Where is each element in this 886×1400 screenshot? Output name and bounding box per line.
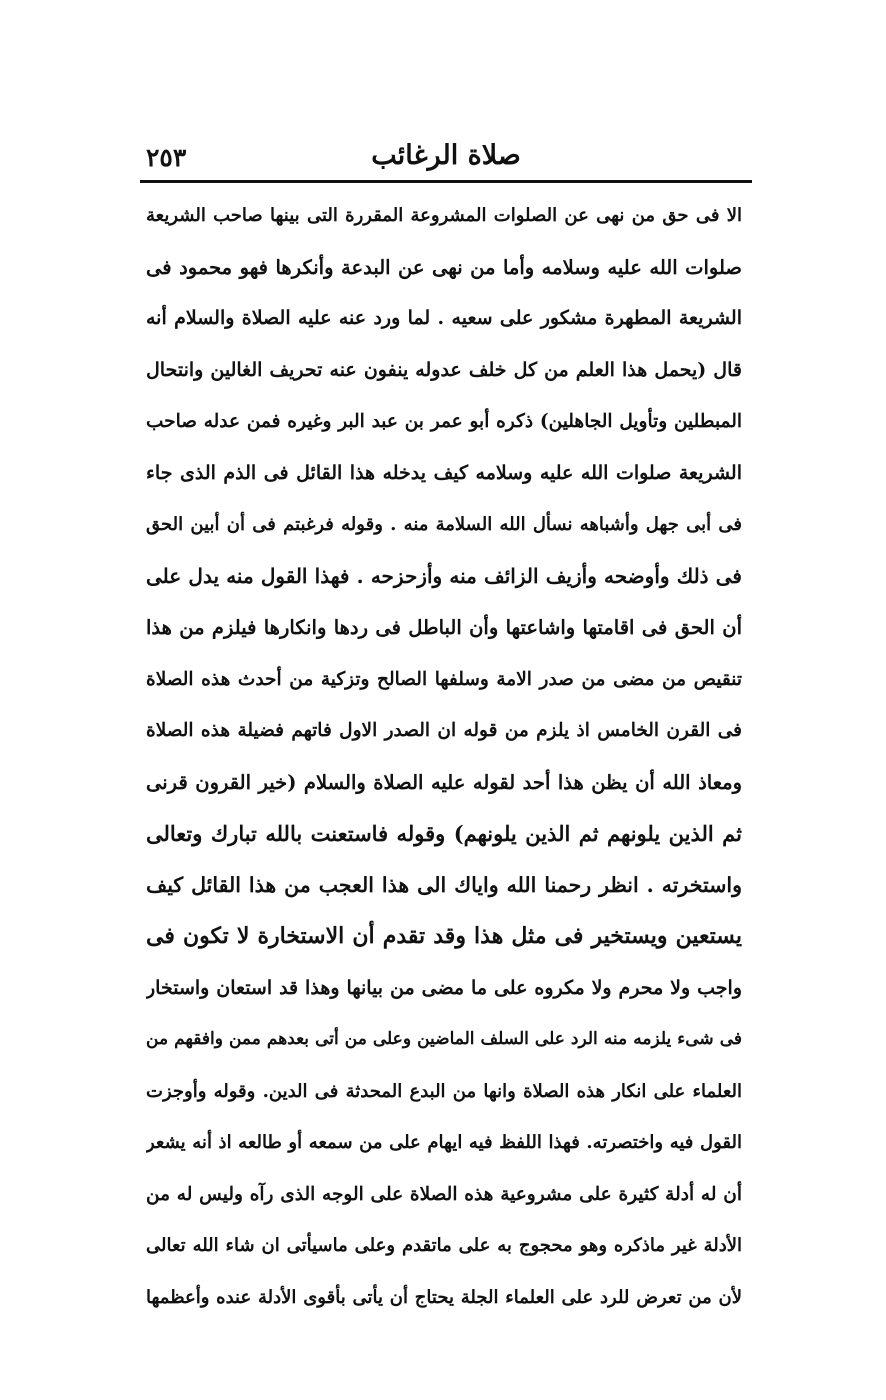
text-line: ثم الذين يلونهم ثم الذين يلونهم) وقوله فاستعنت بالله تبارك وتعالى	[146, 821, 742, 846]
text-line: الا فى حق من نهى عن الصلوات المشروعة المقررة التى بينها صاحب الشريعة	[146, 205, 742, 226]
text-line: أن له أدلة كثيرة على مشروعية هذه الصلاة على الوجه الذى رآه وليس له من	[146, 1183, 742, 1205]
text-line: الأدلة غير ماذكره وهو محجوج به على ماتقدم وعلى ماسيأتى ان شاء الله تعالى	[146, 1235, 742, 1256]
text-line: فى شىء يلزمه منه الرد على السلف الماضين وعلى من أتى بعدهم ممن وافقهم من	[146, 1029, 742, 1049]
text-line: القول فيه واختصرته. فهذا اللفظ فيه ايهام على من سمعه أو طالعه اذ أنه يشعر	[146, 1132, 742, 1153]
text-line: صلوات الله عليه وسلامه وأما من نهى عن البدعة وأنكرها فهو محمود فى	[146, 255, 742, 279]
text-line: واستخرته . انظر رحمنا الله واياك الى هذا العجب من هذا القائل كيف	[146, 872, 742, 897]
header-rule	[140, 180, 752, 183]
text-line: أن الحق فى اقامتها واشاعتها وأن الباطل فى ردها وانكارها فيلزم من هذا	[146, 616, 742, 639]
page-number: ٢٥٣	[146, 143, 187, 172]
text-line: العلماء على انكار هذه الصلاة وانها من البدع المحدثة فى الدين. وقوله وأوجزت	[146, 1080, 742, 1102]
text-line: الشريعة المطهرة مشكور على سعيه . لما ورد عنه عليه الصلاة والسلام أنه	[146, 307, 742, 329]
body-text	[146, 190, 742, 1323]
text-line: المبطلين وتأويل الجاهلين) ذكره أبو عمر بن عبد البر وغيره فمن عدله صاحب	[146, 411, 742, 432]
text-line: فى أبى جهل وأشباهه نسأل الله السلامة منه . وقوله فرغبتم فى أن أبين الحق	[146, 514, 742, 535]
text-line: قال (يحمل هذا العلم من كل خلف عدوله ينفون عنه تحريف الغالين وانتحال	[146, 358, 742, 381]
text-line: لأن من تعرض للرد على العلماء الجلة يحتاج أن يأتى بأقوى الأدلة عنده وأعظمها	[146, 1286, 742, 1308]
running-header	[140, 138, 752, 178]
text-line: تنقيص من مضى من صدر الامة وسلفها الصالح وتزكية من أحدث هذه الصلاة	[146, 668, 742, 690]
text-line: واجب ولا محرم ولا مكروه على ما مضى من بيانها وهذا قد استعان واستخار	[146, 976, 742, 999]
text-line: ومعاذ الله أن يظن هذا أحد لقوله عليه الصلاة والسلام (خير القرون قرنى	[146, 770, 742, 794]
text-line: يستعين ويستخير فى مثل هذا وقد تقدم أن الاستخارة لا تكون فى	[146, 923, 742, 949]
text-line: فى ذلك وأوضحه وأزيف الزائف منه وأزحزحه . فهذا القول منه يدل على	[146, 563, 742, 588]
running-title: صلاة الرغائب	[371, 140, 521, 171]
text-line: الشريعة صلوات الله عليه وسلامه كيف يدخله هذا القائل فى الذم الذى جاء	[146, 461, 742, 484]
text-line: فى القرن الخامس اذ يلزم من قوله ان الصدر الاول فاتهم فضيلة هذه الصلاة	[146, 720, 742, 741]
